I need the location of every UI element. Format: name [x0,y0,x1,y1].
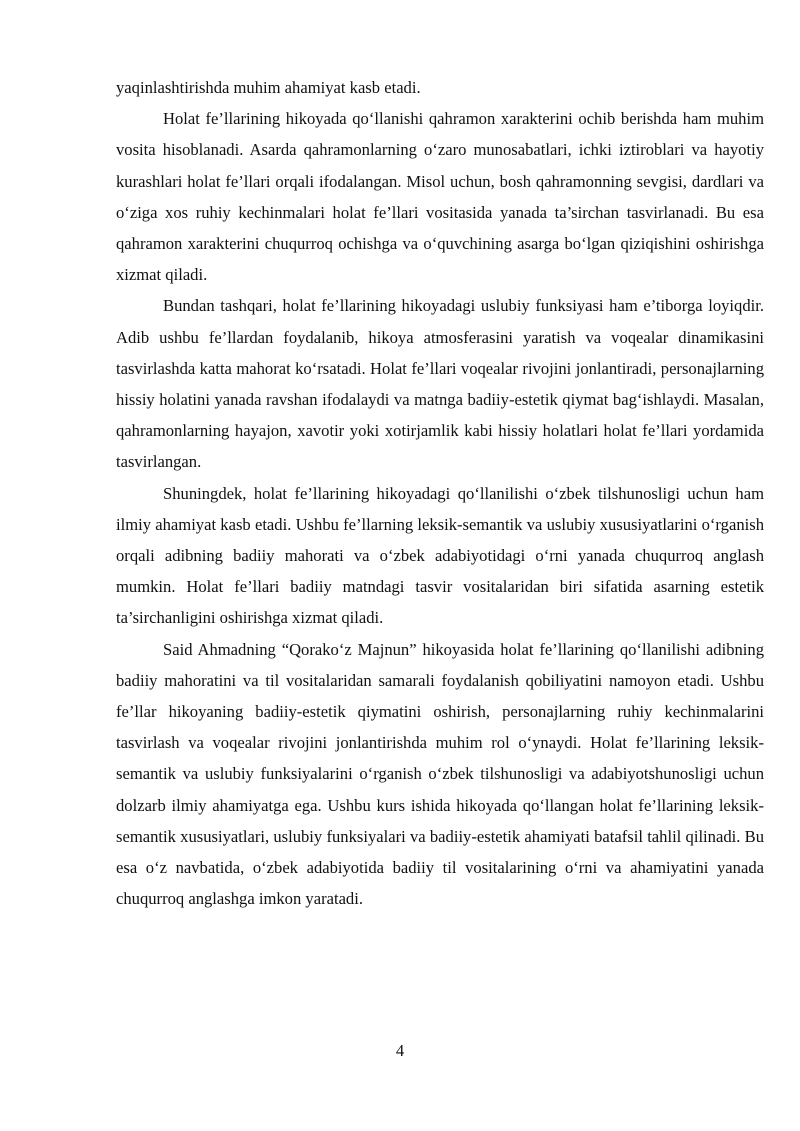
document-body [116,72,764,914]
paragraph-continuation: yaqinlashtirishda muhim ahamiyat kasb etadi. [116,78,421,97]
paragraph-character: Holat fe’llarining hikoyada qo‘llanishi qahramon xarakterini ochib berishda ham muhim vosita hisoblanadi. Asarda qahramonlarning o‘zaro munosabatlari, ichki iztiroblari va hayotiy kurashlari holat fe’llari orqali ifodalangan. Misol uchun, bosh qahramonning sevgisi, dardlari va o‘ziga xos ruhiy kechinmalari holat fe’llari vositasida yanada ta’sirchan tasvirlanadi. Bu esa qahramon xarakterini chuqurroq ochishga va o‘quvchining asarga bo‘lgan qiziqishini oshirishga xizmat qiladi. [116,109,764,285]
page-number: 4 [395,1041,405,1060]
paragraph-conclusion: Said Ahmadning “Qorako‘z Majnun” hikoyasida holat fe’llarining qo‘llanilishi adibning badiiy mahoratini va til vositalaridan samarali foydalanish qobiliyatini namoyon etadi. Ushbu fe’llar hikoyaning badiiy-estetik qiymatini oshirish, personajlarning ruhiy kechinmalarini tasvirlash va voqealar rivojini jonlantirishda muhim rol o‘ynaydi. Holat fe’llarining leksik-semantik va uslubiy funksiyalarini o‘rganish o‘zbek tilshunosligi va adabiyotshunosligi uchun dolzarb ilmiy ahamiyatga ega. Ushbu kurs ishida hikoyada qo‘llangan holat fe’llarining leksik-semantik xususiyatlari, uslubiy funksiyalari va badiiy-estetik ahamiyati batafsil tahlil qilinadi. Bu esa o‘z navbatida, o‘zbek adabiyotida badiiy til vositalarining o‘rni va ahamiyatini yanada chuqurroq anglashga imkon yaratadi. [116,639,764,909]
paragraph-stylistic-function: Bundan tashqari, holat fe’llarining hikoyadagi uslubiy funksiyasi ham e’tiborga loyiqdir. Adib ushbu fe’llardan foydalanib, hikoya atmosferasini yaratish va voqealar dinamikasini tasvirlashda katta mahorat ko‘rsatadi. Holat fe’llari voqealar rivojini jonlantiradi, personajlarning hissiy holatini yanada ravshan ifodalaydi va matnga badiiy-estetik qiymat bag‘ishlaydi. Masalan, qahramonlarning hayajon, xavotir yoki xotirjamlik kabi hissiy holatlari holat fe’llari yordamida tasvirlangan. [116,296,764,472]
paragraph-linguistic-significance: Shuningdek, holat fe’llarining hikoyadagi qo‘llanilishi o‘zbek tilshunosligi uchun ham ilmiy ahamiyat kasb etadi. Ushbu fe’llarning leksik-semantik va uslubiy xususiyatlarini o‘rganish orqali adibning badiiy mahorati va o‘zbek adabiyotidagi o‘rni yanada chuqurroq anglash mumkin. Holat fe’llari badiiy matndagi tasvir vositalaridan biri sifatida asarning estetik ta’sirchanligini oshirishga xizmat qiladi. [116,483,764,628]
